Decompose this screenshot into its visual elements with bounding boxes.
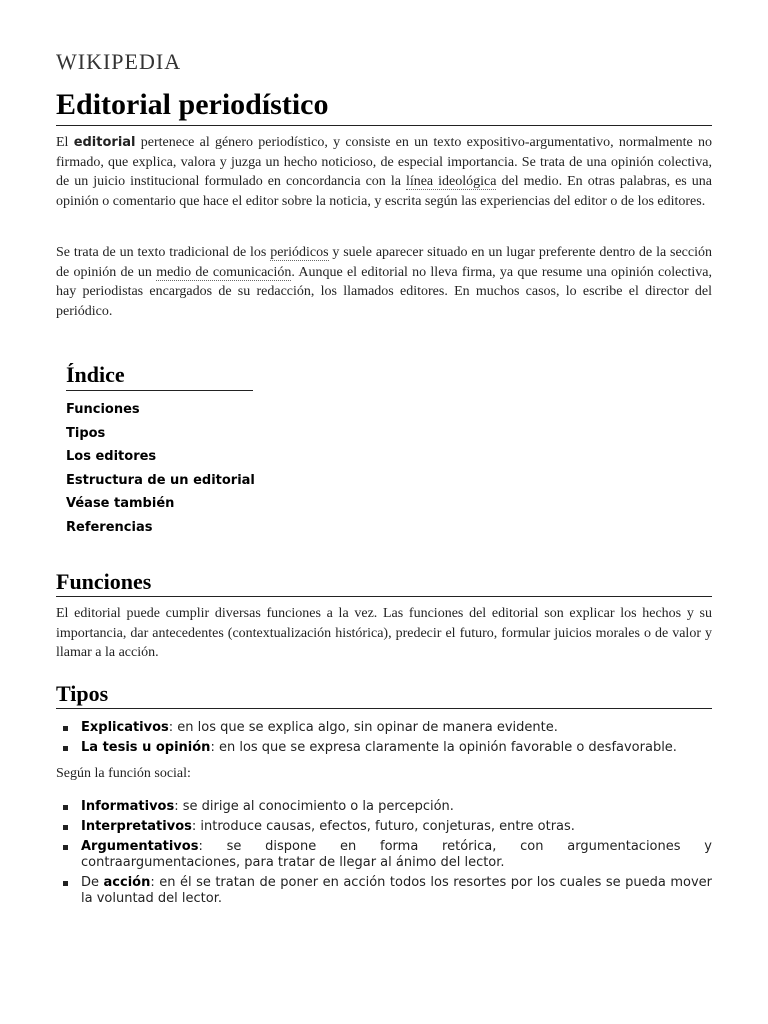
tipos-list: [56, 720, 712, 760]
bullet-icon: [63, 881, 68, 886]
text-run: Se trata de un texto tradicional de los: [56, 245, 271, 260]
list-item: [56, 799, 712, 815]
toc-item-tipos[interactable]: Tipos: [66, 425, 106, 441]
intro-paragraph-2: [56, 243, 712, 321]
list-item: [56, 875, 712, 907]
page-title: Editorial periodístico: [56, 85, 712, 126]
toc-item-funciones[interactable]: Funciones: [66, 402, 140, 417]
list-prefix: De: [81, 875, 104, 890]
list-desc: : en los que se expresa claramente la opinión favorable o desfavorable.: [210, 740, 677, 755]
link-medio-de-comunicacion[interactable]: medio de comunicación: [156, 264, 292, 280]
bold-term-editorial: editorial: [73, 135, 136, 150]
list-term: Interpretativos: [81, 819, 192, 834]
funciones-paragraph: El editorial puede cumplir diversas funciones a la vez. Las funciones del editorial son explicar los hechos y su importancia, dar antecedentes (contextualización histórica), predecir el futuro, formular juicios morales o de valor y llamar a la acción.: [56, 606, 712, 660]
bullet-icon: [63, 746, 68, 751]
section-heading-tipos: Tipos: [56, 680, 712, 709]
link-linea-ideologica[interactable]: línea ideológica: [405, 174, 497, 189]
list-desc: : se dirige al conocimiento o la percepción.: [174, 799, 454, 814]
social-function-list: [56, 799, 712, 911]
list-item: [56, 839, 712, 871]
list-desc: : en los que se explica algo, sin opinar de manera evidente.: [168, 720, 558, 735]
list-term: acción: [103, 875, 151, 890]
bullet-icon: [63, 805, 68, 810]
list-desc: : en él se tratan de poner en acción todos los resortes por los cuales se pueda mover la voluntad del lector.: [81, 875, 713, 906]
list-item: [56, 819, 712, 835]
bullet-icon: [63, 726, 68, 731]
wikipedia-wordmark[interactable]: WIKIPEDIA: [56, 49, 182, 74]
list-term: Informativos: [81, 799, 175, 814]
section-heading-funciones: Funciones: [56, 568, 712, 597]
social-function-label: Según la función social:: [56, 766, 191, 781]
list-term: Argumentativos: [81, 839, 199, 854]
list-term: Explicativos: [81, 720, 169, 735]
table-of-contents: [66, 360, 266, 540]
text-run: . Aunque el editorial no lleva firma, ya que resume una opinión colectiva, hay periodistas encargados de su redacción, los llamados editores. En muchos casos, lo escribe el director del periódico.: [56, 264, 713, 319]
toc-item-vease-tambien[interactable]: Véase también: [66, 496, 175, 512]
text-run: El: [56, 135, 74, 150]
toc-title: Índice: [66, 360, 253, 391]
list-desc: : se dispone en forma retórica, con argumentaciones y contraargumentaciones, para tratar de llegar al ánimo del lector.: [81, 839, 712, 870]
toc-item-estructura[interactable]: Estructura de un editorial: [66, 472, 255, 488]
list-item: [56, 720, 712, 736]
text-run: del medio. En otras palabras, es una opinión o comentario que hace el editor sobre la noticia, y escrita según las experiencias del editor o de los editores.: [56, 174, 712, 209]
toc-item-los-editores[interactable]: Los editores: [66, 449, 157, 465]
bullet-icon: [63, 825, 68, 830]
list-term: La tesis u opinión: [81, 740, 211, 755]
link-periodicos[interactable]: periódicos: [270, 245, 329, 260]
toc-item-referencias[interactable]: Referencias: [66, 519, 153, 535]
bullet-icon: [63, 845, 68, 850]
list-desc: : introduce causas, efectos, futuro, conjeturas, entre otras.: [191, 819, 575, 834]
text-run: y suele aparecer situado en un lugar preferente dentro de la sección de opinión de un: [56, 245, 712, 280]
list-item: [56, 740, 712, 756]
text-run: pertenece al género periodístico, y consiste en un texto expositivo-argumentativo, normalmente no firmado, que explica, valora y juzga un hecho noticioso, de especial importancia. Se trata de una opinión colectiva, de un juicio institucional formulado en concordancia con la: [56, 135, 713, 189]
intro-paragraph-1: [56, 133, 712, 211]
